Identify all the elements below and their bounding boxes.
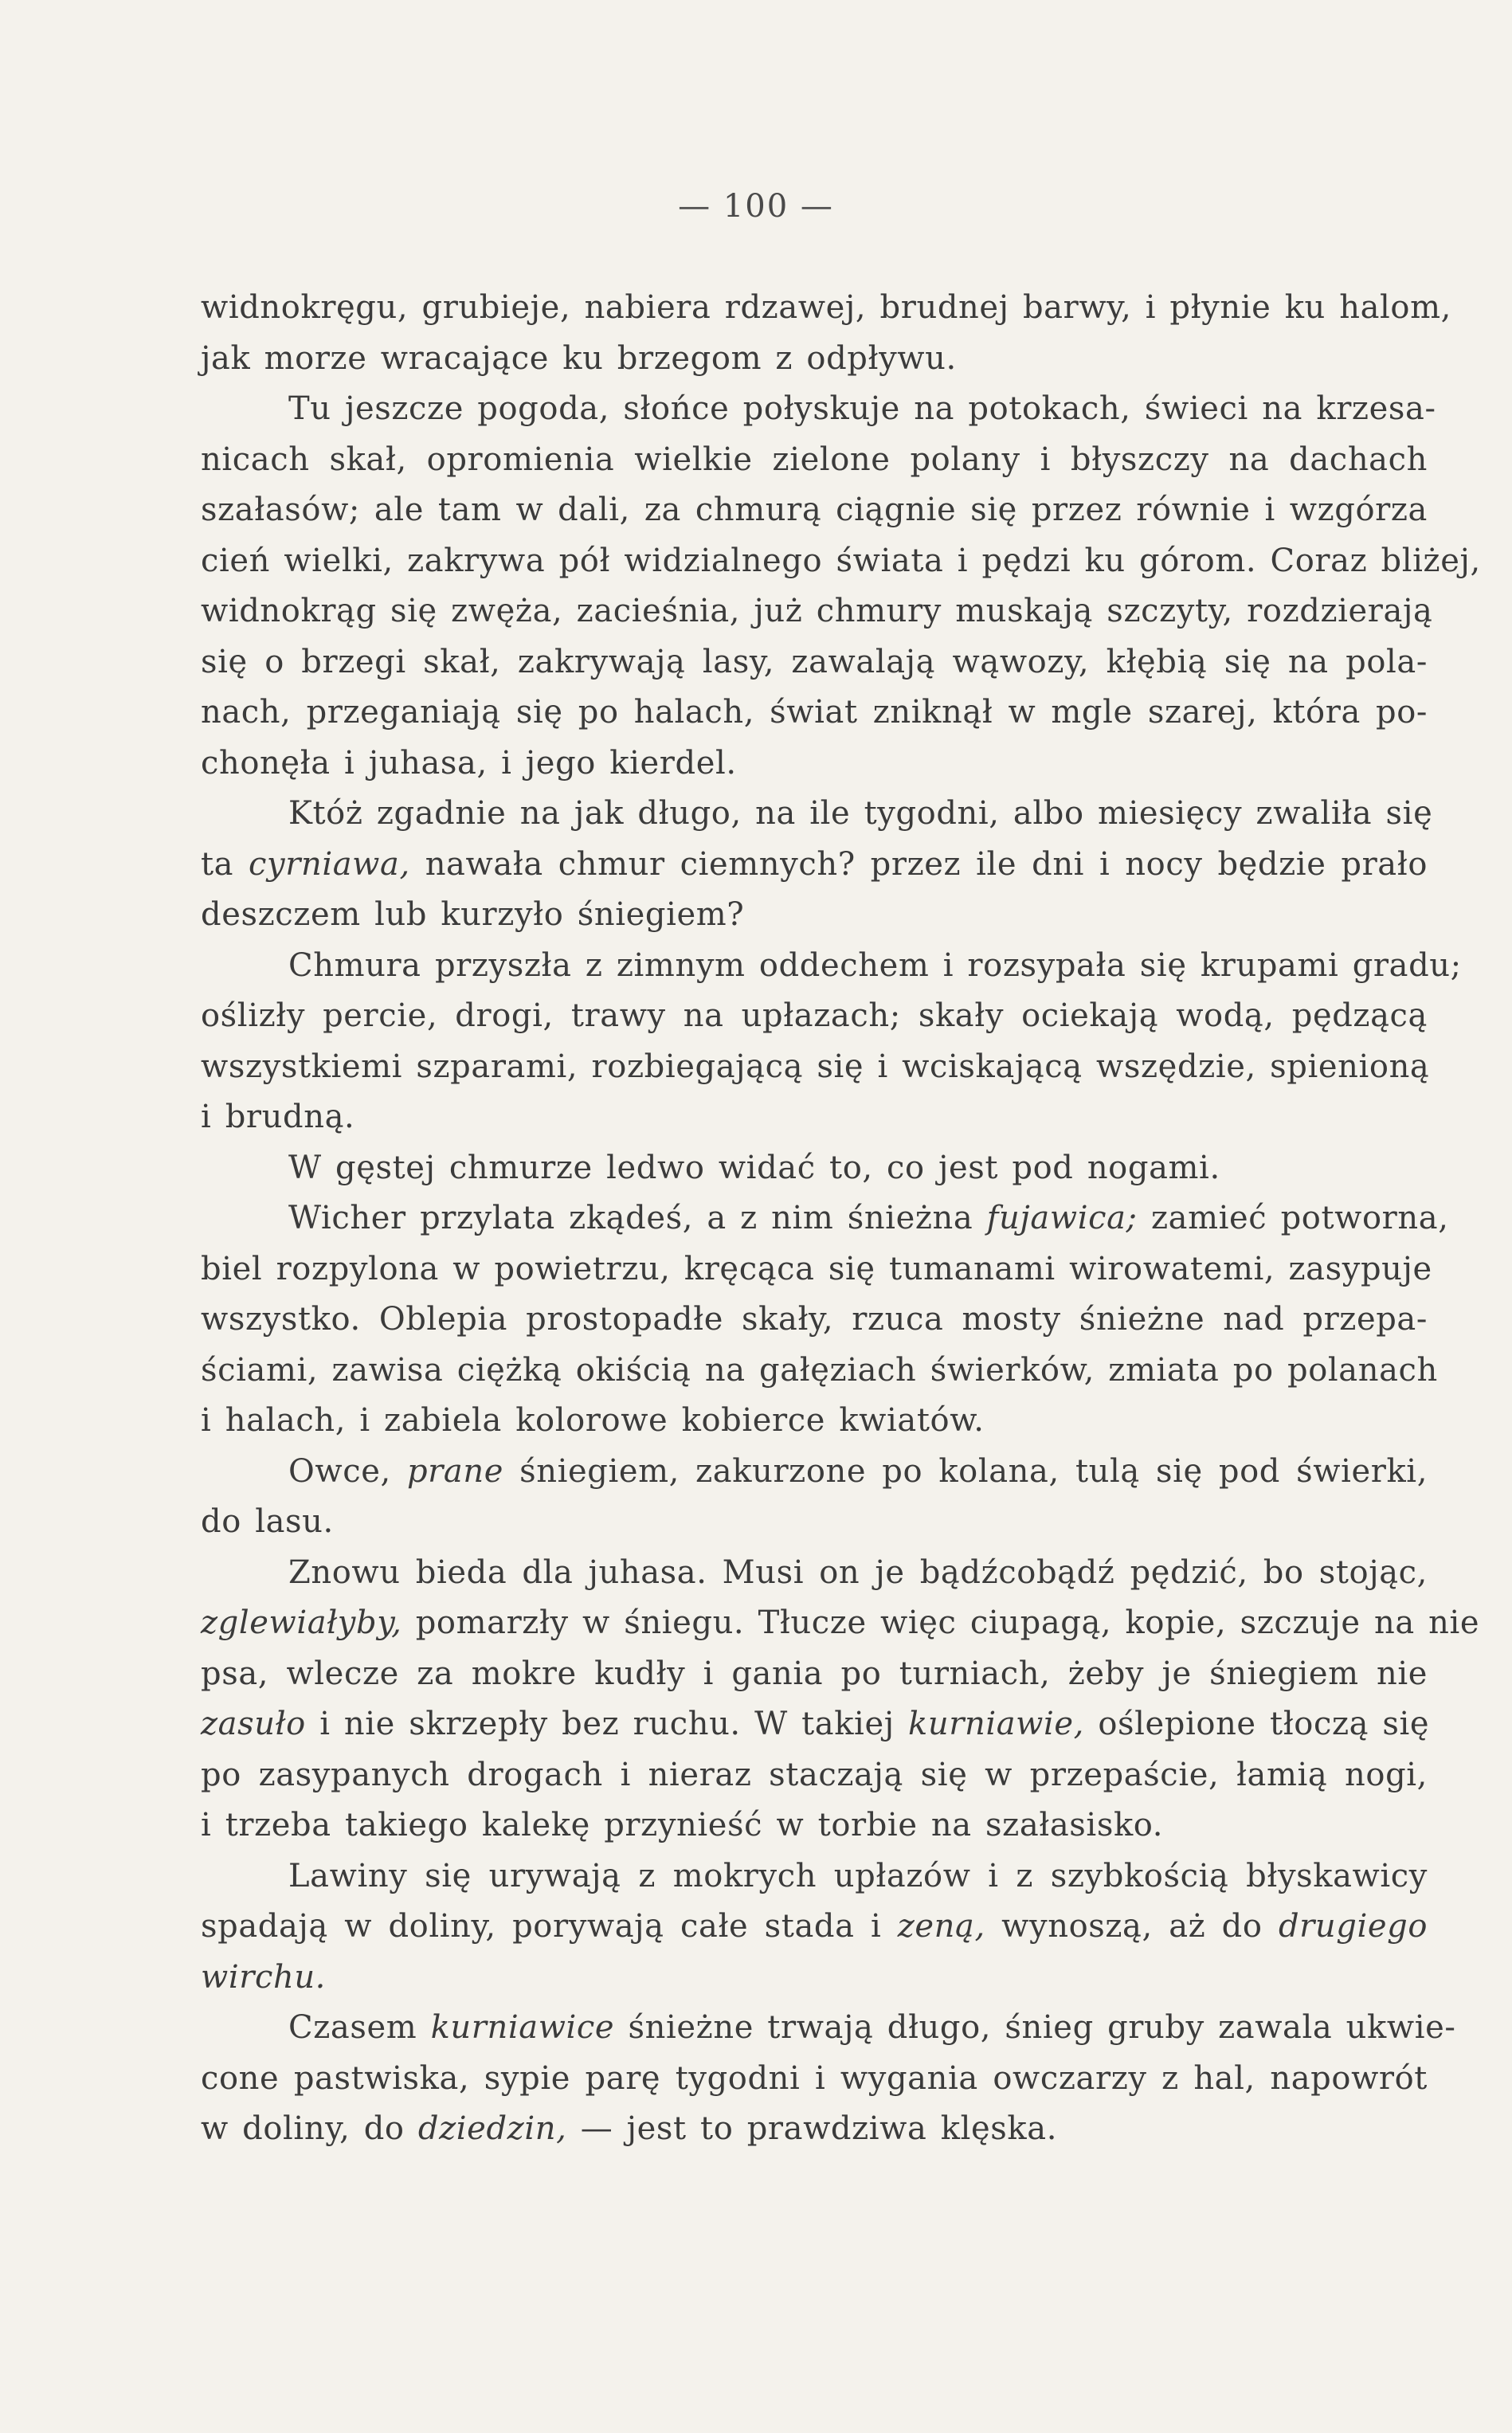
text-segment: ściami, zawisa ciężką okiścią na gałęziach świerków, zmiata po polanach [201, 1351, 1438, 1389]
text-line [201, 1953, 1428, 2004]
text-segment: widnokręgu, grubieje, nabiera rdzawej, brudnej barwy, i płynie ku halom, [201, 289, 1451, 326]
text-line [201, 941, 1462, 992]
text-line [201, 1193, 1449, 1244]
text-segment: biel rozpylona w powietrzu, kręcąca się tumanami wirowatemi, zasypuje [201, 1250, 1432, 1287]
text-line [201, 1598, 1480, 1649]
text-line [201, 840, 1428, 891]
text-segment: W gęstej chmurze ledwo widać to, co jest pod nogami. [288, 1149, 1220, 1186]
text-line [201, 2104, 1428, 2155]
text-segment: się o brzegi skał, zakrywają lasy, zawalają wąwozy, kłębią się na pola- [201, 643, 1428, 680]
text-line [201, 2054, 1428, 2105]
text-line [201, 334, 1428, 385]
text-line [201, 1092, 1428, 1143]
text-segment: Znowu bieda dla juhasa. Musi on je bądźcobądź pędzić, bo stojąc, [288, 1553, 1428, 1591]
text-line [201, 1497, 1428, 1548]
text-segment: wszystkiemi szparami, rozbiegającą się i wciskającą wszędzie, spienioną [201, 1048, 1430, 1085]
text-segment: oślepione tłoczą się [1084, 1706, 1430, 1742]
text-segment: zamieć potworna, [1137, 1200, 1449, 1236]
text-line [201, 991, 1428, 1042]
text-segment: cień wielki, zakrywa pół widzialnego świata i pędzi ku górom. Coraz bliżej, [201, 542, 1481, 579]
italic-term: fujawica; [986, 1200, 1138, 1236]
text-segment: nawała chmur ciemnych? przez ile dni i nocy będzie prało [409, 845, 1428, 883]
italic-term: zglewiałyby, [201, 1604, 402, 1641]
text-segment: nicach skał, opromienia wielkie zielone polany i błyszczy na dachach [201, 441, 1428, 478]
text-segment: oślizły percie, drogi, trawy na upłazach; skały ociekają wodą, pędzącą [201, 997, 1428, 1034]
page-number: — 100 — [678, 188, 834, 225]
text-segment: Wicher przylata zkądeś, a z nim śnieżna [288, 1200, 987, 1236]
italic-term: drugiego [1278, 1908, 1428, 1945]
text-line [201, 1800, 1428, 1851]
text-line [201, 1851, 1428, 1902]
text-segment: ta [201, 845, 249, 883]
italic-term: zasuło [201, 1706, 306, 1742]
text-segment: chonęła i juhasa, i jego kierdel. [201, 744, 737, 782]
text-line [201, 1295, 1428, 1346]
text-segment: i nie skrzepły bez ruchu. W takiej [305, 1706, 909, 1742]
text-line [201, 739, 1428, 789]
italic-term: kurniawice [430, 2009, 615, 2046]
text-line [201, 1750, 1428, 1801]
text-line [201, 1447, 1428, 1498]
text-segment: śniegiem, zakurzone po kolana, tulą się pod świerki, [503, 1452, 1428, 1490]
text-segment: Czasem [288, 2009, 431, 2046]
text-line [201, 485, 1428, 536]
text-line [201, 1699, 1428, 1750]
text-segment: Owce, [288, 1452, 407, 1490]
text-line [201, 1396, 1428, 1447]
italic-term: kurniawie, [908, 1706, 1084, 1742]
text-segment: w doliny, do [201, 2110, 418, 2147]
text-line [201, 1346, 1438, 1397]
text-segment: Tu jeszcze pogoda, słońce połyskuje na potokach, świeci na krzesa- [288, 390, 1436, 427]
text-segment: po zasypanych drogach i nieraz staczają się w przepaście, łamią nogi, [201, 1756, 1428, 1793]
text-segment: deszczem lub kurzyło śniegiem? [201, 896, 745, 933]
text-line [201, 637, 1428, 688]
text-line [201, 536, 1481, 587]
text-segment: spadają w doliny, porywają całe stada i [201, 1908, 898, 1945]
italic-term: zeną, [897, 1908, 985, 1945]
italic-term: prane [406, 1452, 503, 1490]
text-segment: Lawiny się urywają z mokrych upłazów i z szybkością błyskawicy [288, 1857, 1428, 1894]
text-line [201, 1143, 1428, 1194]
text-line [201, 283, 1451, 334]
text-segment: wynoszą, aż do [985, 1908, 1279, 1945]
text-segment: szałasów; ale tam w dali, za chmurą ciągnie się przez równie i wzgórza [201, 492, 1428, 528]
text-segment: psa, wlecze za mokre kudły i gania po turniach, żeby je śniegiem nie [201, 1655, 1428, 1692]
text-line [201, 384, 1436, 435]
text-line [201, 1902, 1428, 1953]
text-segment: i brudną. [201, 1099, 355, 1135]
text-line [201, 688, 1428, 739]
text-line [201, 435, 1428, 486]
text-segment: wszystko. Oblepia prostopadłe skały, rzuca mosty śnieżne nad przepa- [201, 1301, 1428, 1338]
italic-term: dziedzin, [417, 2110, 567, 2147]
text-line [201, 586, 1433, 637]
text-segment: śnieżne trwają długo, śnieg gruby zawala ukwie- [614, 2009, 1456, 2046]
text-segment: jak morze wracające ku brzegom z odpływu. [201, 339, 957, 377]
text-segment: — jest to prawdziwa klęska. [566, 2110, 1058, 2147]
body-text [201, 283, 1481, 2155]
italic-term: wirchu. [201, 1958, 326, 1996]
text-segment: i trzeba takiego kalekę przynieść w torbie na szałasisko. [201, 1807, 1164, 1843]
italic-term: cyrniawa, [249, 845, 410, 883]
text-line [201, 789, 1433, 840]
text-segment: i halach, i zabiela kolorowe kobierce kwiatów. [201, 1402, 985, 1439]
text-line [201, 1649, 1428, 1700]
text-segment: widnokrąg się zwęża, zacieśnia, już chmury muskają szczyty, rozdzierają [201, 593, 1433, 629]
text-line [201, 1548, 1428, 1599]
text-segment: cone pastwiska, sypie parę tygodni i wygania owczarzy z hal, napowrót [201, 2059, 1428, 2097]
text-line [201, 1244, 1432, 1295]
text-segment: pomarzły w śniegu. Tłucze więc ciupagą, kopie, szczuje na nie [402, 1604, 1480, 1641]
text-line [201, 1042, 1428, 1093]
text-segment: nach, przeganiają się po halach, świat zniknął w mgle szarej, która po- [201, 694, 1428, 731]
text-segment: Chmura przyszła z zimnym oddechem i rozsypała się krupami gradu; [288, 946, 1462, 984]
text-line [201, 2003, 1456, 2054]
text-segment: Któż zgadnie na jak długo, na ile tygodni, albo miesięcy zwaliła się [288, 795, 1433, 832]
text-segment: do lasu. [201, 1503, 334, 1540]
text-line [201, 890, 1428, 941]
